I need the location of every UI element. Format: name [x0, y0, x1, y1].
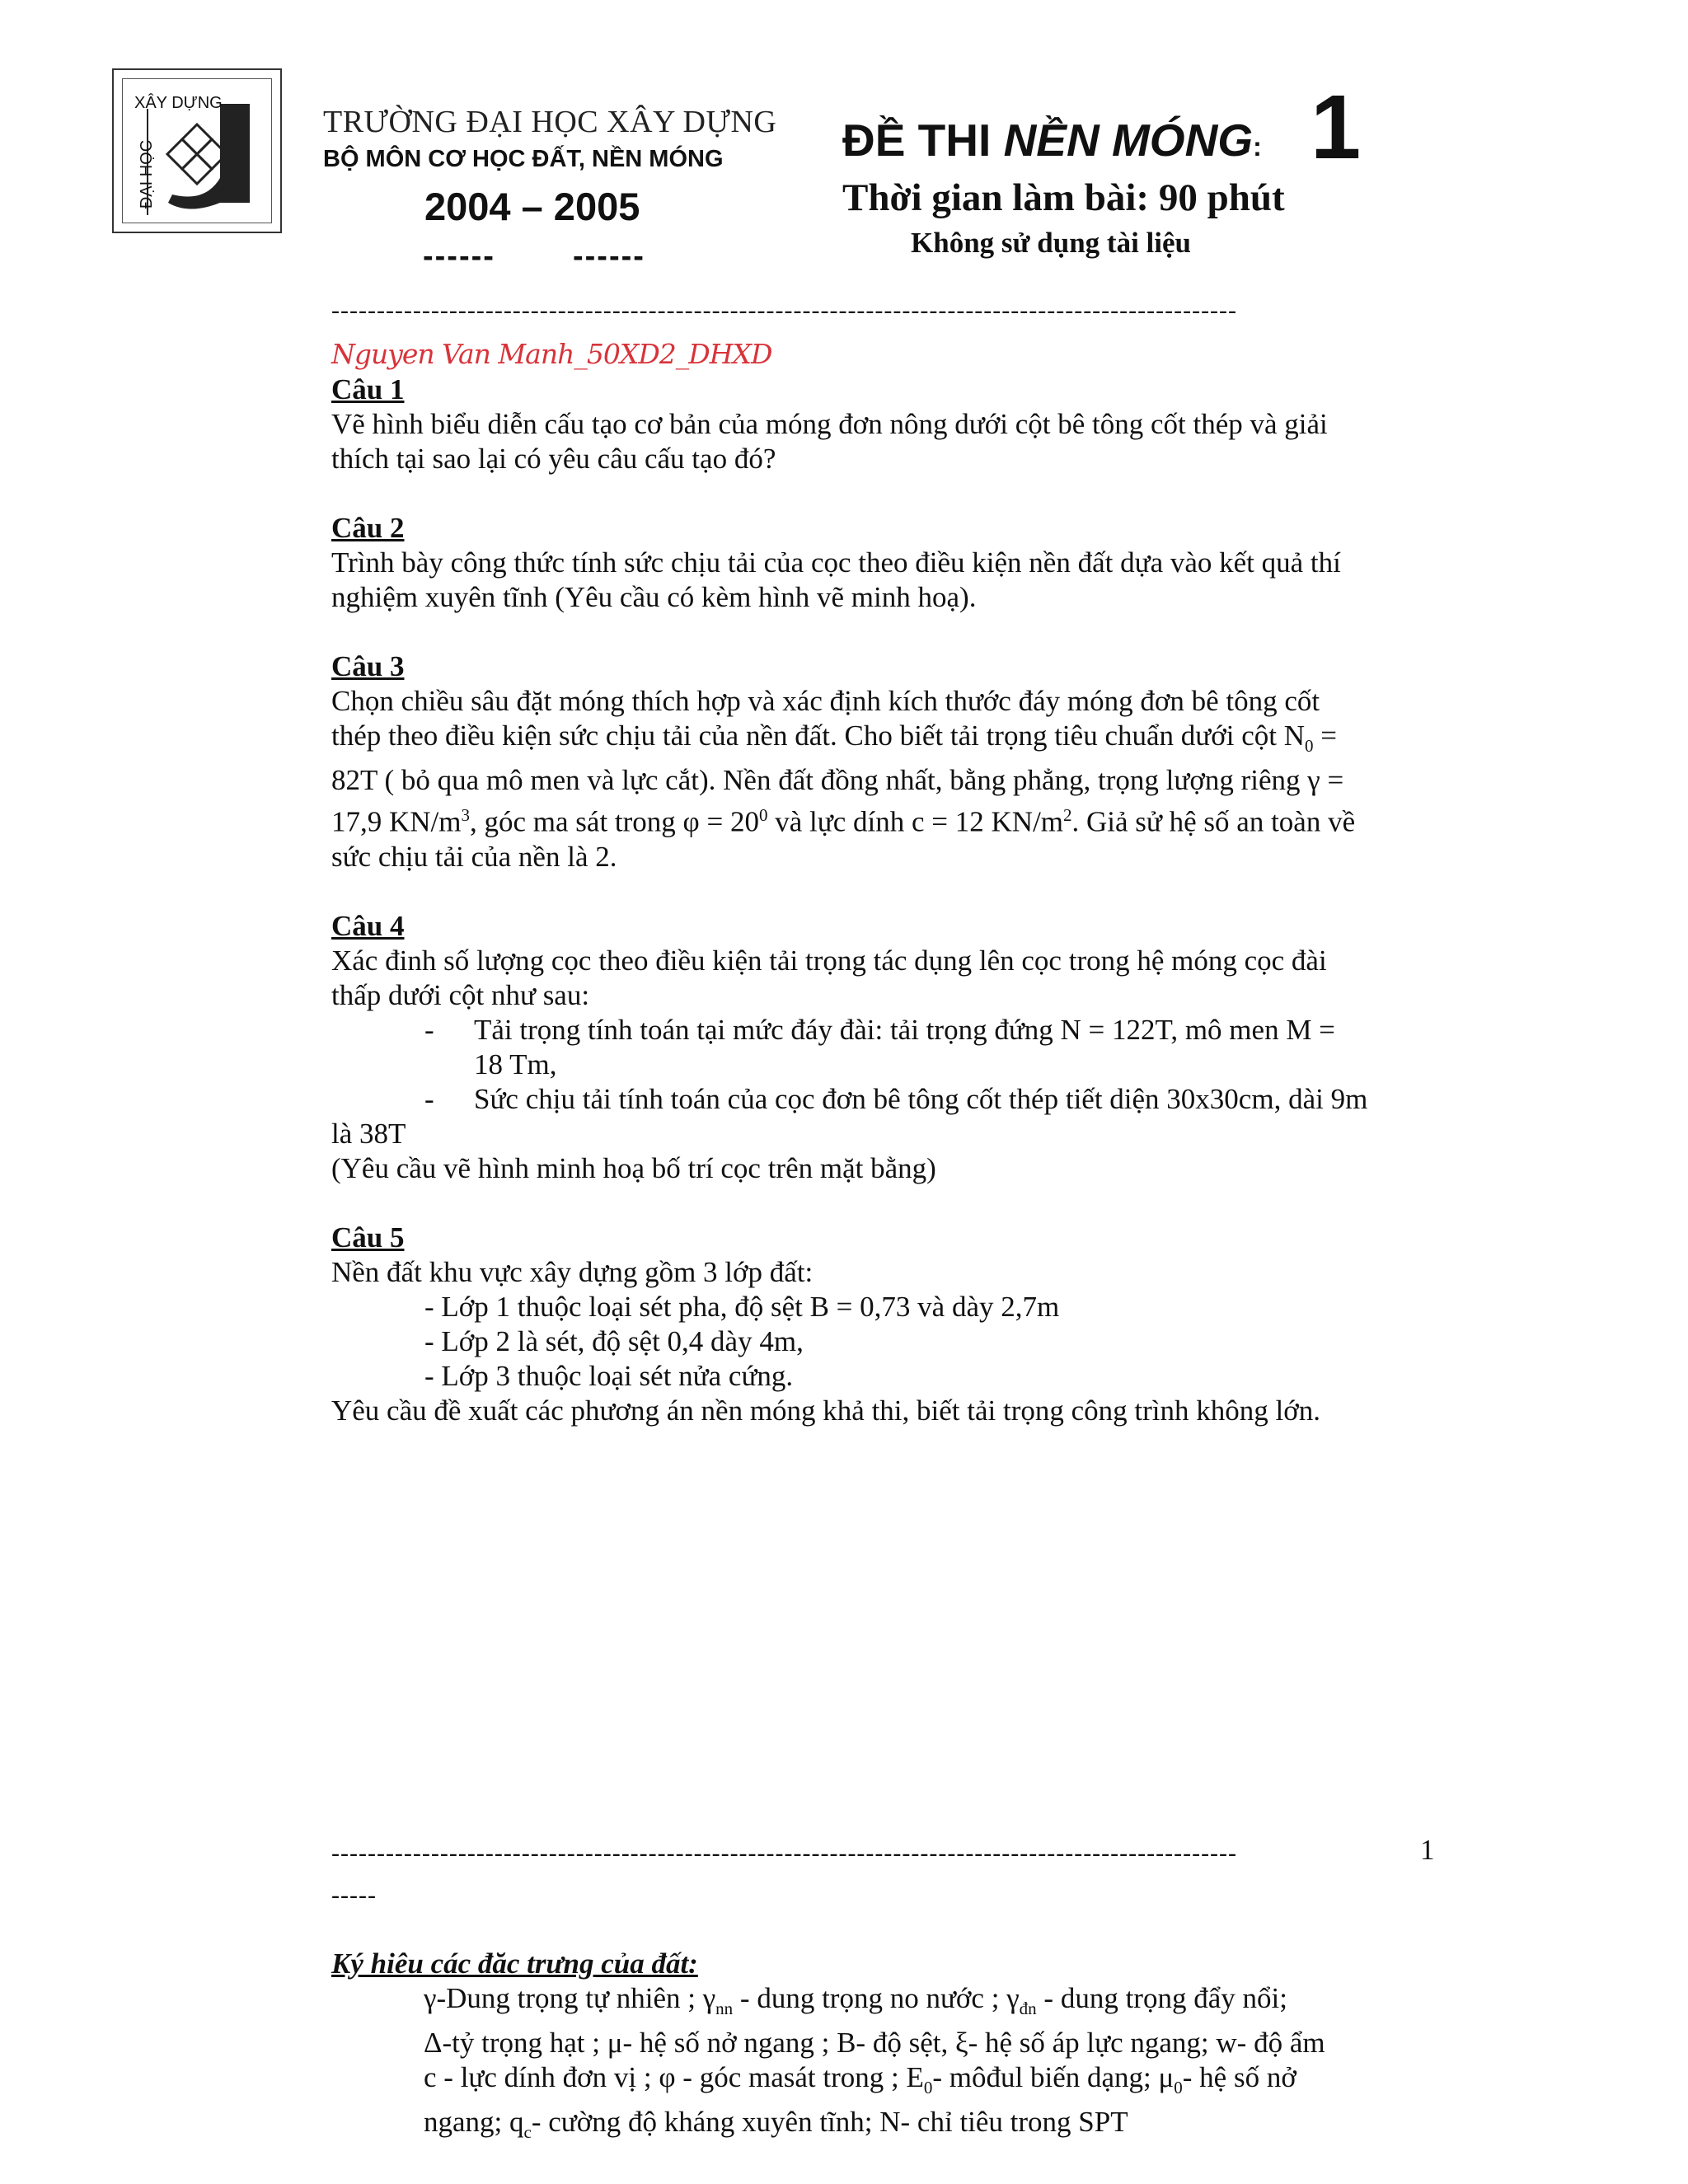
question-4-bullet-2	[331, 1082, 1440, 1117]
q3-l4-sup3: 2	[1063, 805, 1072, 825]
legend-r4-a: ngang; q	[424, 2106, 524, 2138]
university-logo	[112, 68, 282, 233]
question-4-bullet-1	[331, 1013, 1440, 1082]
question-5-item-3: - Lớp 3 thuộc loại sét nửa cứng.	[424, 1359, 794, 1392]
year-dash-left: ------	[423, 239, 495, 274]
legend-title: Ký hiêu các đăc trưng của đất:	[331, 1947, 698, 1980]
year-dash-right: ------	[573, 239, 645, 274]
exam-prefix: ĐỀ THI	[842, 115, 992, 166]
soil-legend	[331, 1947, 1485, 2149]
question-2-title: Câu 2	[331, 512, 405, 544]
question-5-line-1: Nền đất khu vực xây dựng gồm 3 lớp đất:	[331, 1255, 814, 1288]
q3-l4-b: , góc ma sát trong φ = 20	[470, 805, 759, 838]
legend-r1-b: - dung trọng no nước ; γ	[733, 1982, 1020, 2014]
legend-r4-b: - cường độ kháng xuyên tĩnh; N- chỉ tiêu trong SPT	[531, 2106, 1128, 2138]
logo-frame	[122, 78, 272, 223]
question-3-title: Câu 3	[331, 650, 405, 682]
question-1-line-1: Vẽ hình biểu diễn cấu tạo cơ bản của móng đơn nông dưới cột bê tông cốt thép và giải	[331, 408, 1328, 440]
legend-r1-a: γ-Dung trọng tự nhiên ; γ	[424, 1982, 716, 2014]
question-3-line-3: 82T ( bỏ qua mô men và lực cắt). Nền đất đồng nhất, bằng phẳng, trọng lượng riêng γ =	[331, 764, 1344, 796]
legend-row-4	[331, 2105, 1485, 2149]
bullet-dash: -	[424, 1013, 434, 1046]
bullet-dash: -	[424, 1082, 434, 1115]
question-4-bullet-1-cont: 18 Tm,	[474, 1047, 557, 1080]
legend-r1-c: - dung trọng đẩy nổi;	[1036, 1982, 1287, 2014]
department-name: BỘ MÔN CƠ HỌC ĐẤT, NỀN MÓNG	[323, 146, 724, 172]
legend-r3-b: - môđul biến dạng; μ	[932, 2061, 1175, 2093]
legend-r1-sub2: đn	[1019, 1999, 1037, 2018]
q3-l2-end: =	[1313, 719, 1337, 752]
q3-l2-sub: 0	[1305, 736, 1314, 756]
legend-r3-sub1: 0	[923, 2078, 933, 2097]
q3-l2-text: thép theo điều kiện sức chịu tải của nền đất. Cho biết tải trọng tiêu chuẩn dưới cột N	[331, 719, 1305, 752]
question-2	[331, 511, 1440, 615]
question-4-bullet-2-text: Sức chịu tải tính toán của cọc đơn bê tông cốt thép tiết diện 30x30cm, dài 9m	[474, 1082, 1368, 1115]
question-4-line-2: thấp dưới cột như sau:	[331, 978, 590, 1011]
question-3-line-5: sức chịu tải của nền là 2.	[331, 840, 617, 873]
question-5	[331, 1221, 1440, 1428]
question-1	[331, 373, 1440, 476]
logo-text-top: XÂY DỰNG	[134, 94, 223, 112]
question-3-line-4	[331, 798, 1440, 840]
exam-time: Thời gian làm bài: 90 phút	[842, 176, 1285, 219]
legend-r1-sub1: nn	[715, 1999, 734, 2018]
question-2-line-2: nghiệm xuyên tĩnh (Yêu cầu có kèm hình vẽ minh hoạ).	[331, 581, 977, 613]
question-5-item-1: - Lớp 1 thuộc loại sét pha, độ sệt B = 0,73 và dày 2,7m	[424, 1290, 1060, 1323]
question-1-title: Câu 1	[331, 373, 405, 405]
exam-number: 1	[1311, 77, 1362, 178]
legend-row-2: Δ-tỷ trọng hạt ; μ- hệ số nở ngang ; B- độ sệt, ξ- hệ số áp lực ngang; w- độ ẩm	[424, 2027, 1325, 2059]
separator-top: ----------------------------------------------------------------------------------------------------	[331, 297, 1238, 324]
author-signature: Nguyen Van Manh_50XD2_DHXD	[331, 338, 772, 370]
legend-r4-sub: c	[523, 2122, 532, 2142]
logo-text-side: ĐẠI HỌC	[138, 139, 157, 209]
question-5-line-2: Yêu cầu đề xuất các phương án nền móng khả thi, biết tải trọng công trình không lớn.	[331, 1394, 1320, 1427]
legend-row-1	[331, 1981, 1485, 2026]
legend-r3-sub2: 0	[1174, 2078, 1183, 2097]
q3-l4-a: 17,9 KN/m	[331, 805, 462, 838]
question-4-line-3: là 38T	[331, 1117, 406, 1150]
questions-section	[331, 373, 1440, 1428]
exam-colon: :	[1253, 132, 1262, 162]
legend-row-3	[331, 2060, 1485, 2105]
question-4-bullet-1-text: Tải trọng tính toán tại mức đáy đài: tải trọng đứng N = 122T, mô men M =	[474, 1013, 1335, 1046]
question-3-line-2	[331, 719, 1440, 763]
question-2-line-1: Trình bày công thức tính sức chịu tải của cọc theo điều kiện nền đất dựa vào kết quả thí	[331, 546, 1341, 579]
question-3-line-1: Chọn chiều sâu đặt móng thích hợp và xác định kích thước đáy móng đơn bê tông cốt	[331, 685, 1320, 717]
academic-year: 2004 – 2005	[424, 185, 640, 228]
exam-title	[842, 114, 1262, 166]
page-number: 1	[1420, 1834, 1435, 1866]
q3-l4-sup1: 3	[461, 805, 470, 825]
question-5-item-2: - Lớp 2 là sét, độ sệt 0,4 dày 4m,	[424, 1324, 804, 1357]
q3-l4-sup2: 0	[759, 805, 768, 825]
question-4-line-1: Xác đinh số lượng cọc theo điều kiện tải trọng tác dụng lên cọc trong hệ móng cọc đài	[331, 944, 1327, 977]
q3-l4-c: và lực dính c = 12 KN/m	[767, 805, 1064, 838]
legend-r3-a: c - lực dính đơn vị ; φ - góc masát trong ; E	[424, 2061, 924, 2093]
school-name: TRƯỜNG ĐẠI HỌC XÂY DỰNG	[323, 105, 777, 139]
question-5-title: Câu 5	[331, 1221, 405, 1254]
separator-footer-a: ----------------------------------------------------------------------------------------------------	[331, 1840, 1238, 1867]
question-3	[331, 649, 1440, 874]
question-4-title: Câu 4	[331, 909, 405, 942]
exam-subject: NỀN MÓNG	[1003, 115, 1254, 166]
question-1-line-2: thích tại sao lại có yêu câu cấu tạo đó?	[331, 443, 776, 475]
q3-l4-d: . Giả sử hệ số an toàn về	[1071, 805, 1356, 838]
exam-note: Không sử dụng tài liệu	[911, 227, 1192, 259]
separator-footer-b: -----	[331, 1882, 377, 1909]
legend-r3-c: - hệ số nở	[1182, 2061, 1296, 2093]
question-4-line-4: (Yêu cầu vẽ hình minh hoạ bố trí cọc trên mặt bằng)	[331, 1151, 936, 1184]
question-4	[331, 909, 1440, 1186]
